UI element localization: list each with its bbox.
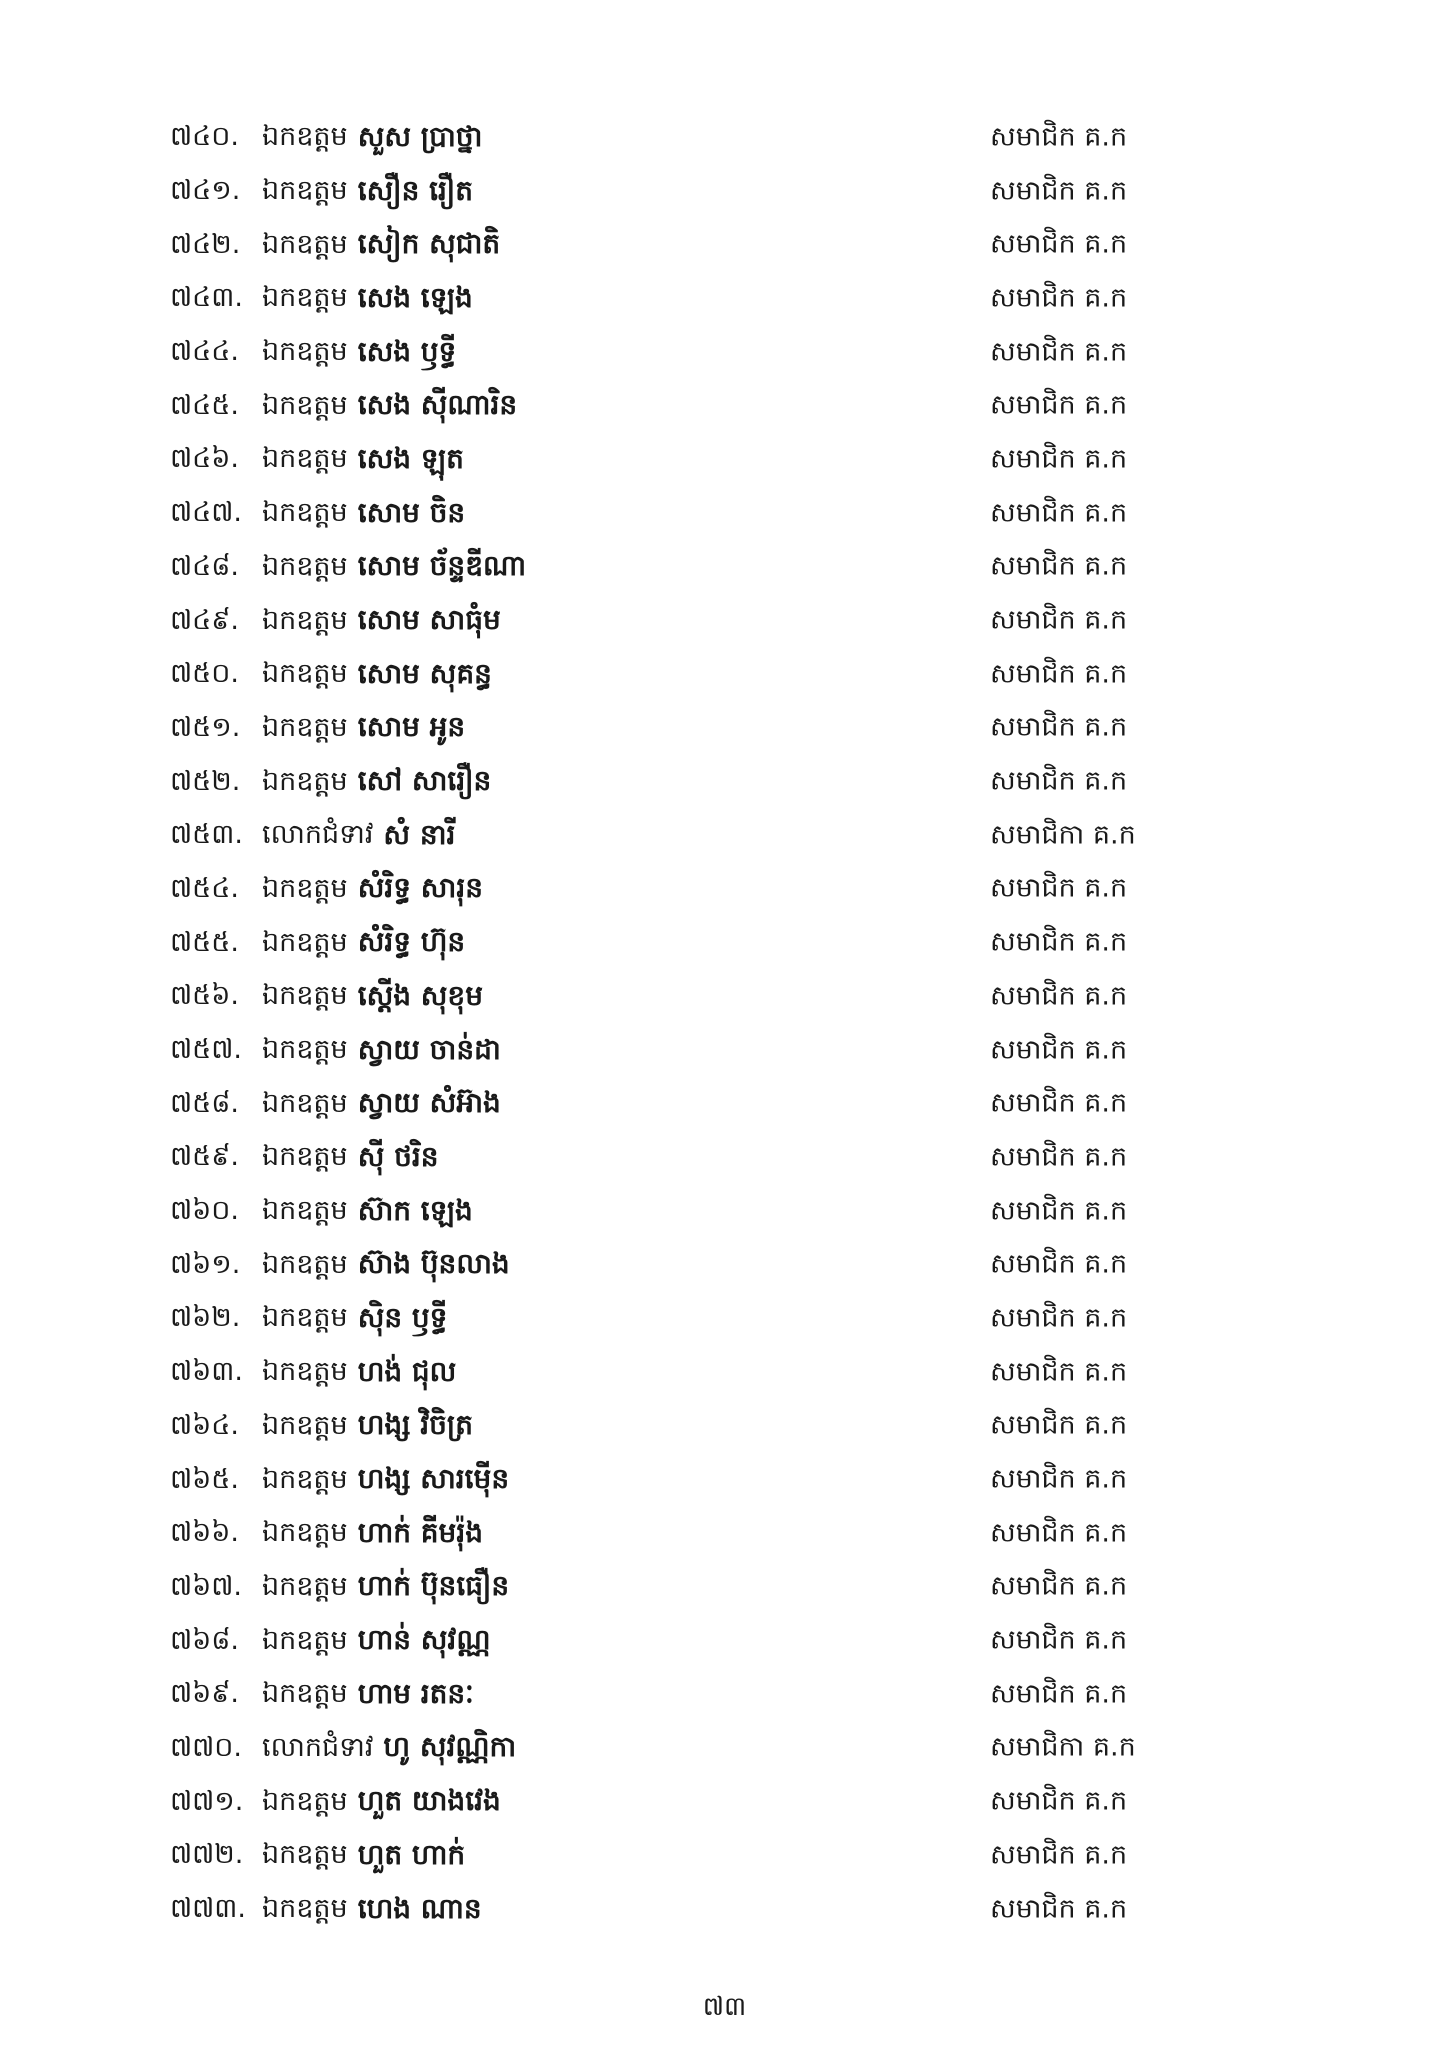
entry-number: ៧៤៣.	[170, 282, 243, 314]
list-item	[170, 1560, 1170, 1614]
entry-name: សេង ស៊ីណារិន	[357, 388, 518, 422]
entry-name: ស៊ាក ឡេង	[357, 1193, 473, 1227]
entry-name: សៅ សារឿន	[357, 764, 492, 798]
entry-role: សមាជិក គ.ក	[990, 711, 1128, 743]
entry-role: សមាជិក គ.ក	[990, 121, 1128, 153]
list-item	[170, 486, 1170, 540]
entry-title: ឯកឧត្តម	[262, 550, 348, 582]
entry-name: សៀក សុជាតិ	[357, 227, 501, 261]
entry-title: ឯកឧត្តម	[262, 1141, 348, 1173]
entry-role: សមាជិក គ.ក	[990, 389, 1128, 421]
list-item	[170, 1721, 1170, 1775]
entry-role: សមាជិក គ.ក	[990, 1195, 1128, 1227]
entry-number: ៧៧១.	[170, 1785, 244, 1817]
list-item	[170, 1828, 1170, 1882]
entry-name: សោម ចិន	[357, 495, 466, 529]
entry-name: សេង ឡុត	[357, 441, 464, 475]
entry-title: ឯកឧត្តម	[262, 872, 348, 904]
entry-title: ឯកឧត្តម	[262, 336, 348, 368]
list-item	[170, 1291, 1170, 1345]
entry-role: សមាជិក គ.ក	[990, 980, 1128, 1012]
list-item	[170, 1399, 1170, 1453]
entry-role: សមាជិក គ.ក	[990, 1570, 1128, 1602]
entry-number: ៧៤៩.	[170, 604, 239, 636]
entry-role: សមាជិកា គ.ក	[990, 819, 1136, 851]
entry-role: សមាជិក គ.ក	[990, 228, 1128, 260]
entry-name: ហាក់ ប៊ុនធឿន	[357, 1569, 510, 1603]
entry-role: សមាជិក គ.ក	[990, 872, 1128, 904]
entry-name: ហេង ណាន	[357, 1891, 482, 1925]
entry-role: សមាជិកា គ.ក	[990, 1731, 1136, 1763]
entry-number: ៧៥៧.	[170, 1034, 242, 1066]
list-item	[170, 915, 1170, 969]
list-item	[170, 969, 1170, 1023]
entry-number: ៧៧២.	[170, 1839, 244, 1871]
entry-title: ឯកឧត្តម	[262, 1087, 348, 1119]
entry-role: សមាជិក គ.ក	[990, 336, 1128, 368]
list-item	[170, 701, 1170, 755]
entry-name: សេង ឫទ្ធី	[357, 334, 457, 368]
entry-role: សមាជិក គ.ក	[990, 1893, 1128, 1925]
entry-name: ហាម រតនៈ	[357, 1676, 474, 1710]
entry-name: សេង ឡេង	[357, 280, 473, 314]
entry-number: ៧៥៩.	[170, 1141, 239, 1173]
entry-name: ស៊ិន ឫទ្ធី	[357, 1300, 448, 1334]
entry-name: សោម សាធុំម	[357, 603, 501, 637]
entry-title: លោកជំទាវ	[262, 819, 374, 851]
entry-title: លោកជំទាវ	[262, 1731, 374, 1763]
entry-name: ស្តើង សុខុម	[357, 978, 483, 1012]
entry-title: ឯកឧត្តម	[262, 658, 348, 690]
entry-number: ៧៦៧.	[170, 1570, 242, 1602]
entry-number: ៧៤០.	[170, 121, 239, 153]
entry-number: ៧៧០.	[170, 1731, 242, 1763]
list-item	[170, 432, 1170, 486]
list-item	[170, 271, 1170, 325]
entry-number: ៧៤២.	[170, 228, 241, 260]
entry-role: សមាជិក គ.ក	[990, 550, 1128, 582]
entry-title: ឯកឧត្តម	[262, 282, 348, 314]
list-item	[170, 1184, 1170, 1238]
entry-role: សមាជិក គ.ក	[990, 1302, 1128, 1334]
entry-number: ៧៥១.	[170, 711, 241, 743]
entry-number: ៧៦៨.	[170, 1624, 239, 1656]
entry-number: ៧៦២.	[170, 1302, 241, 1334]
entry-number: ៧៦១.	[170, 1248, 241, 1280]
entry-name: សំរិទ្ធ សារុន	[357, 871, 483, 905]
entry-role: សមាជិក គ.ក	[990, 1248, 1128, 1280]
list-item	[170, 540, 1170, 594]
entry-role: សមាជិក គ.ក	[990, 1785, 1128, 1817]
entry-role: សមាជិក គ.ក	[990, 1463, 1128, 1495]
entry-number: ៧៥០.	[170, 658, 239, 690]
entry-title: ឯកឧត្តម	[262, 1624, 348, 1656]
entry-name: ហាក់ គីមរ៉ុង	[357, 1515, 483, 1549]
entry-number: ៧៥៣.	[170, 819, 243, 851]
list-item	[170, 1452, 1170, 1506]
entry-title: ឯកឧត្តម	[262, 228, 348, 260]
entry-number: ៧៤៧.	[170, 497, 242, 529]
entry-title: ឯកឧត្តម	[262, 1195, 348, 1227]
list-item	[170, 164, 1170, 218]
list-item	[170, 378, 1170, 432]
entry-title: ឯកឧត្តម	[262, 604, 348, 636]
entry-name: ស្វាយ ចាន់ដា	[357, 1032, 501, 1066]
list-item	[170, 1345, 1170, 1399]
entry-name: សោម សុគន្ធ	[357, 656, 492, 690]
entry-number: ៧៦៩.	[170, 1678, 239, 1710]
entry-role: សមាជិក គ.ក	[990, 1356, 1128, 1388]
entry-role: សមាជិក គ.ក	[990, 1141, 1128, 1173]
entry-role: សមាជិក គ.ក	[990, 604, 1128, 636]
entry-title: ឯកឧត្តម	[262, 1034, 348, 1066]
entry-title: ឯកឧត្តម	[262, 443, 348, 475]
entry-title: ឯកឧត្តម	[262, 1893, 348, 1925]
list-item	[170, 110, 1170, 164]
entry-number: ៧៤១.	[170, 175, 241, 207]
entry-role: សមាជិក គ.ក	[990, 1517, 1128, 1549]
entry-number: ៧៥៤.	[170, 872, 239, 904]
entry-name: ស្វាយ សំអ៊ាង	[357, 1086, 501, 1120]
entry-number: ៧៥៥.	[170, 926, 239, 958]
entry-number: ៧៤៦.	[170, 443, 239, 475]
entry-number: ៧៥៦.	[170, 980, 239, 1012]
entry-name: ហាន់ សុវណ្ណ	[357, 1623, 491, 1657]
entry-name: ហង្ស សារម៉ើន	[357, 1462, 510, 1496]
list-item	[170, 593, 1170, 647]
entry-role: សមាជិក គ.ក	[990, 175, 1128, 207]
list-item	[170, 647, 1170, 701]
entry-number: ៧៤៨.	[170, 550, 239, 582]
list-item	[170, 808, 1170, 862]
page-number: ៧៣	[702, 1992, 747, 2022]
entry-title: ឯកឧត្តម	[262, 1409, 348, 1441]
entry-name: ហង់ ជុល	[357, 1354, 457, 1388]
entry-number: ៧៦៦.	[170, 1517, 239, 1549]
entry-title: ឯកឧត្តម	[262, 1570, 348, 1602]
entry-title: ឯកឧត្តម	[262, 121, 348, 153]
entry-role: សមាជិក គ.ក	[990, 443, 1128, 475]
entry-role: សមាជិក គ.ក	[990, 658, 1128, 690]
list-item	[170, 862, 1170, 916]
entry-number: ៧៥២.	[170, 765, 241, 797]
entry-name: ស៊ាង ប៊ុនលាង	[357, 1247, 510, 1281]
entry-number: ៧៦៥.	[170, 1463, 239, 1495]
entry-role: សមាជិក គ.ក	[990, 926, 1128, 958]
entry-title: ឯកឧត្តម	[262, 1248, 348, 1280]
list-item	[170, 1613, 1170, 1667]
entry-name: សោម ច័ន្ទឌីណា	[357, 549, 527, 583]
entry-role: សមាជិក គ.ក	[990, 765, 1128, 797]
entry-role: សមាជិក គ.ក	[990, 1409, 1128, 1441]
entry-name: សឿន រឿត	[357, 173, 473, 207]
entry-title: ឯកឧត្តម	[262, 980, 348, 1012]
list-item	[170, 1506, 1170, 1560]
entry-name: សំ នារី	[383, 817, 456, 851]
entry-name: ហង្ស វិចិត្រ	[357, 1408, 473, 1442]
entry-title: ឯកឧត្តម	[262, 1463, 348, 1495]
entry-name: សួស ប្រាថ្នា	[357, 119, 483, 153]
entry-number: ៧៥៨.	[170, 1087, 239, 1119]
entry-role: សមាជិក គ.ក	[990, 1624, 1128, 1656]
entry-role: សមាជិក គ.ក	[990, 1839, 1128, 1871]
list-item	[170, 325, 1170, 379]
entry-title: ឯកឧត្តម	[262, 1785, 348, 1817]
entry-name: សោម អូន	[357, 710, 466, 744]
entry-number: ៧៦៣.	[170, 1356, 243, 1388]
entry-role: សមាជិក គ.ក	[990, 1087, 1128, 1119]
entry-title: ឯកឧត្តម	[262, 765, 348, 797]
list-item	[170, 1667, 1170, 1721]
entry-title: ឯកឧត្តម	[262, 926, 348, 958]
entry-name: សំរិទ្ធ ហ៊ុន	[357, 925, 466, 959]
entry-name: ស៊ី ថរិន	[357, 1139, 439, 1173]
list-item	[170, 217, 1170, 271]
entry-title: ឯកឧត្តម	[262, 1678, 348, 1710]
entry-role: សមាជិក គ.ក	[990, 282, 1128, 314]
list-item	[170, 1237, 1170, 1291]
entry-number: ៧៤៤.	[170, 336, 239, 368]
entry-title: ឯកឧត្តម	[262, 1356, 348, 1388]
entry-role: សមាជិក គ.ក	[990, 1678, 1128, 1710]
entry-title: ឯកឧត្តម	[262, 1517, 348, 1549]
list-item	[170, 1076, 1170, 1130]
entry-title: ឯកឧត្តម	[262, 389, 348, 421]
entry-title: ឯកឧត្តម	[262, 1302, 348, 1334]
list-item	[170, 754, 1170, 808]
list-item	[170, 1023, 1170, 1077]
entry-number: ៧៦៤.	[170, 1409, 239, 1441]
entry-role: សមាជិក គ.ក	[990, 1034, 1128, 1066]
entry-name: ហួត យាងវេង	[357, 1784, 501, 1818]
entry-name: ហូ សុវណ្ណិកា	[383, 1730, 517, 1764]
entry-name: ហួត ហាក់	[357, 1837, 466, 1871]
entry-title: ឯកឧត្តម	[262, 711, 348, 743]
entry-number: ៧៤៥.	[170, 389, 239, 421]
entry-number: ៧៦០.	[170, 1195, 239, 1227]
entry-title: ឯកឧត្តម	[262, 175, 348, 207]
entry-number: ៧៧៣.	[170, 1893, 246, 1925]
entry-title: ឯកឧត្តម	[262, 497, 348, 529]
entry-title: ឯកឧត្តម	[262, 1839, 348, 1871]
entry-role: សមាជិក គ.ក	[990, 497, 1128, 529]
list-item	[170, 1774, 1170, 1828]
list-item	[170, 1130, 1170, 1184]
member-list	[170, 110, 1170, 1935]
list-item	[170, 1882, 1170, 1936]
